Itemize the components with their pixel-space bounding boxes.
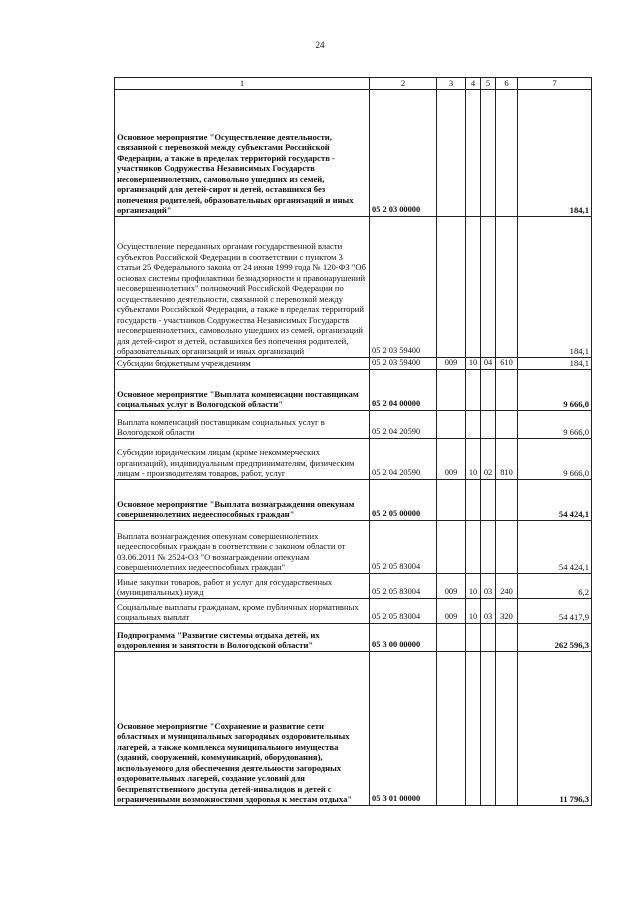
row-name: Осуществление переданных органам государственной власти субъектов Российской Федерации в соответствии с пунктом 3 статьи 25 Федерального закона от 24 июня 1999 года № 120-ФЗ "Об основах системы профилактики безнадзорности и правонарушений несовершеннолетних" полномочий Российской Федерации по осуществлению деятельности, связанной с перевозкой между субъектами Российской Федерации, а также в пределах территорий государств - участников Содружества Независимых Государств несовершеннолетних, самовольно ушедших из семей, организаций для детей-сирот и детей, оставшихся без попечения родителей, образовательных организаций и иных организаций: [115, 216, 370, 357]
row-ministry-code: 009: [437, 357, 466, 369]
row-name: Основное мероприятие "Осуществление деятельности, связанной с перевозкой между субъектами Российской Федерации, а также в пределах территорий государств - участников Содружества Независимых Государств несовершеннолетних, самовольно ушедших из семей, организаций для детей-сирот и детей, оставшихся без попечения родителей, образовательных организаций и иных организаций": [115, 89, 370, 216]
row-ministry-code: [437, 216, 466, 357]
row-name: Субсидии юридическим лицам (кроме некоммерческих организаций), индивидуальным предпринимателям, физическим лицам - производителям товаров, работ, услуг: [115, 438, 370, 479]
row-amount: 11 796,3: [518, 651, 592, 805]
row-name: Выплата компенсаций поставщикам социальных услуг в Вологодской области: [115, 410, 370, 438]
column-header: 5: [481, 78, 496, 90]
row-amount: 6,2: [518, 573, 592, 598]
row-code: 05 2 03 59400: [370, 216, 437, 357]
row-expense-type-code: [496, 520, 518, 573]
row-amount: 184,1: [518, 216, 592, 357]
row-code: 05 2 05 83004: [370, 598, 437, 623]
row-ministry-code: 009: [437, 573, 466, 598]
row-ministry-code: 009: [437, 598, 466, 623]
row-ministry-code: [437, 520, 466, 573]
row-amount: 262 596,3: [518, 623, 592, 651]
row-ministry-code: [437, 651, 466, 805]
row-amount: 184,1: [518, 89, 592, 216]
budget-table: [114, 77, 592, 806]
row-section-code: 10: [466, 598, 481, 623]
table-row: [115, 369, 592, 410]
table-row: [115, 216, 592, 357]
row-section-code: 10: [466, 573, 481, 598]
row-subsection-code: [481, 623, 496, 651]
row-section-code: [466, 520, 481, 573]
column-header: 1: [115, 78, 370, 90]
row-section-code: [466, 651, 481, 805]
table-row: [115, 573, 592, 598]
row-subsection-code: 03: [481, 573, 496, 598]
row-section-code: [466, 623, 481, 651]
row-ministry-code: 009: [437, 438, 466, 479]
row-name: Социальные выплаты гражданам, кроме публичных нормативных социальных выплат: [115, 598, 370, 623]
row-section-code: 10: [466, 357, 481, 369]
row-amount: 54 417,9: [518, 598, 592, 623]
row-section-code: [466, 369, 481, 410]
row-name: Основное мероприятие "Выплата вознаграждения опекунам совершеннолетних недееспособных граждан": [115, 479, 370, 520]
table-row: [115, 410, 592, 438]
page-number: 24: [315, 40, 325, 50]
row-code: 05 2 05 00000: [370, 479, 437, 520]
row-expense-type-code: [496, 369, 518, 410]
column-header: 6: [496, 78, 518, 90]
row-code: 05 2 05 83004: [370, 520, 437, 573]
row-code: 05 3 01 00000: [370, 651, 437, 805]
table-row: [115, 438, 592, 479]
column-header: 7: [518, 78, 592, 90]
row-ministry-code: [437, 479, 466, 520]
row-subsection-code: [481, 520, 496, 573]
table-row: [115, 651, 592, 805]
row-amount: 54 424,1: [518, 479, 592, 520]
row-name: Подпрограмма "Развитие системы отдыха детей, их оздоровления и занятости в Вологодской области": [115, 623, 370, 651]
row-subsection-code: [481, 410, 496, 438]
row-expense-type-code: 810: [496, 438, 518, 479]
row-subsection-code: 03: [481, 598, 496, 623]
row-code: 05 2 04 00000: [370, 369, 437, 410]
row-subsection-code: 04: [481, 357, 496, 369]
row-name: Основное мероприятие "Сохранение и развитие сети областных и муниципальных загородных оздоровительных лагерей, а также комплекса муниципального имущества (зданий, сооружений, коммуникаций, оборудования), используемого для обеспечения деятельности загородных оздоровительных лагерей, создание условий для беспрепятственного доступа детей-инвалидов и детей с ограниченными возможностями здоровья к местам отдыха": [115, 651, 370, 805]
row-code: 05 3 00 00000: [370, 623, 437, 651]
row-ministry-code: [437, 369, 466, 410]
row-name: Основное мероприятие "Выплата компенсации поставщикам социальных услуг в Вологодской области": [115, 369, 370, 410]
row-subsection-code: [481, 479, 496, 520]
row-amount: 9 666,0: [518, 438, 592, 479]
table-row: [115, 520, 592, 573]
table-row: [115, 623, 592, 651]
row-ministry-code: [437, 89, 466, 216]
table-row: [115, 479, 592, 520]
row-amount: 184,1: [518, 357, 592, 369]
row-subsection-code: [481, 89, 496, 216]
row-expense-type-code: [496, 89, 518, 216]
row-section-code: [466, 216, 481, 357]
row-name: Иные закупки товаров, работ и услуг для государственных (муниципальных) нужд: [115, 573, 370, 598]
row-amount: 54 424,1: [518, 520, 592, 573]
row-code: 05 2 04 20590: [370, 410, 437, 438]
row-name: Выплата вознаграждения опекунам совершеннолетних недееспособных граждан в соответствии с законом области от 03.06.2011 № 2524-ОЗ "О вознаграждении опекунам совершеннолетних недееспособных граждан": [115, 520, 370, 573]
row-expense-type-code: [496, 410, 518, 438]
row-ministry-code: [437, 410, 466, 438]
row-code: 05 2 05 83004: [370, 573, 437, 598]
row-expense-type-code: 610: [496, 357, 518, 369]
row-expense-type-code: 320: [496, 598, 518, 623]
row-expense-type-code: [496, 623, 518, 651]
row-subsection-code: [481, 369, 496, 410]
row-expense-type-code: 240: [496, 573, 518, 598]
row-subsection-code: [481, 216, 496, 357]
table-header-row: [115, 78, 592, 90]
row-amount: 9 666,0: [518, 410, 592, 438]
row-ministry-code: [437, 623, 466, 651]
table-row: [115, 357, 592, 369]
row-expense-type-code: [496, 216, 518, 357]
row-expense-type-code: [496, 479, 518, 520]
column-header: 3: [437, 78, 466, 90]
table-row: [115, 89, 592, 216]
row-section-code: 10: [466, 438, 481, 479]
row-amount: 9 666,0: [518, 369, 592, 410]
row-expense-type-code: [496, 651, 518, 805]
table-row: [115, 598, 592, 623]
column-header: 4: [466, 78, 481, 90]
row-section-code: [466, 89, 481, 216]
row-section-code: [466, 479, 481, 520]
row-name: Субсидии бюджетным учреждениям: [115, 357, 370, 369]
row-section-code: [466, 410, 481, 438]
row-code: 05 2 03 59400: [370, 357, 437, 369]
row-code: 05 2 03 00000: [370, 89, 437, 216]
row-subsection-code: 02: [481, 438, 496, 479]
row-subsection-code: [481, 651, 496, 805]
column-header: 2: [370, 78, 437, 90]
row-code: 05 2 04 20590: [370, 438, 437, 479]
